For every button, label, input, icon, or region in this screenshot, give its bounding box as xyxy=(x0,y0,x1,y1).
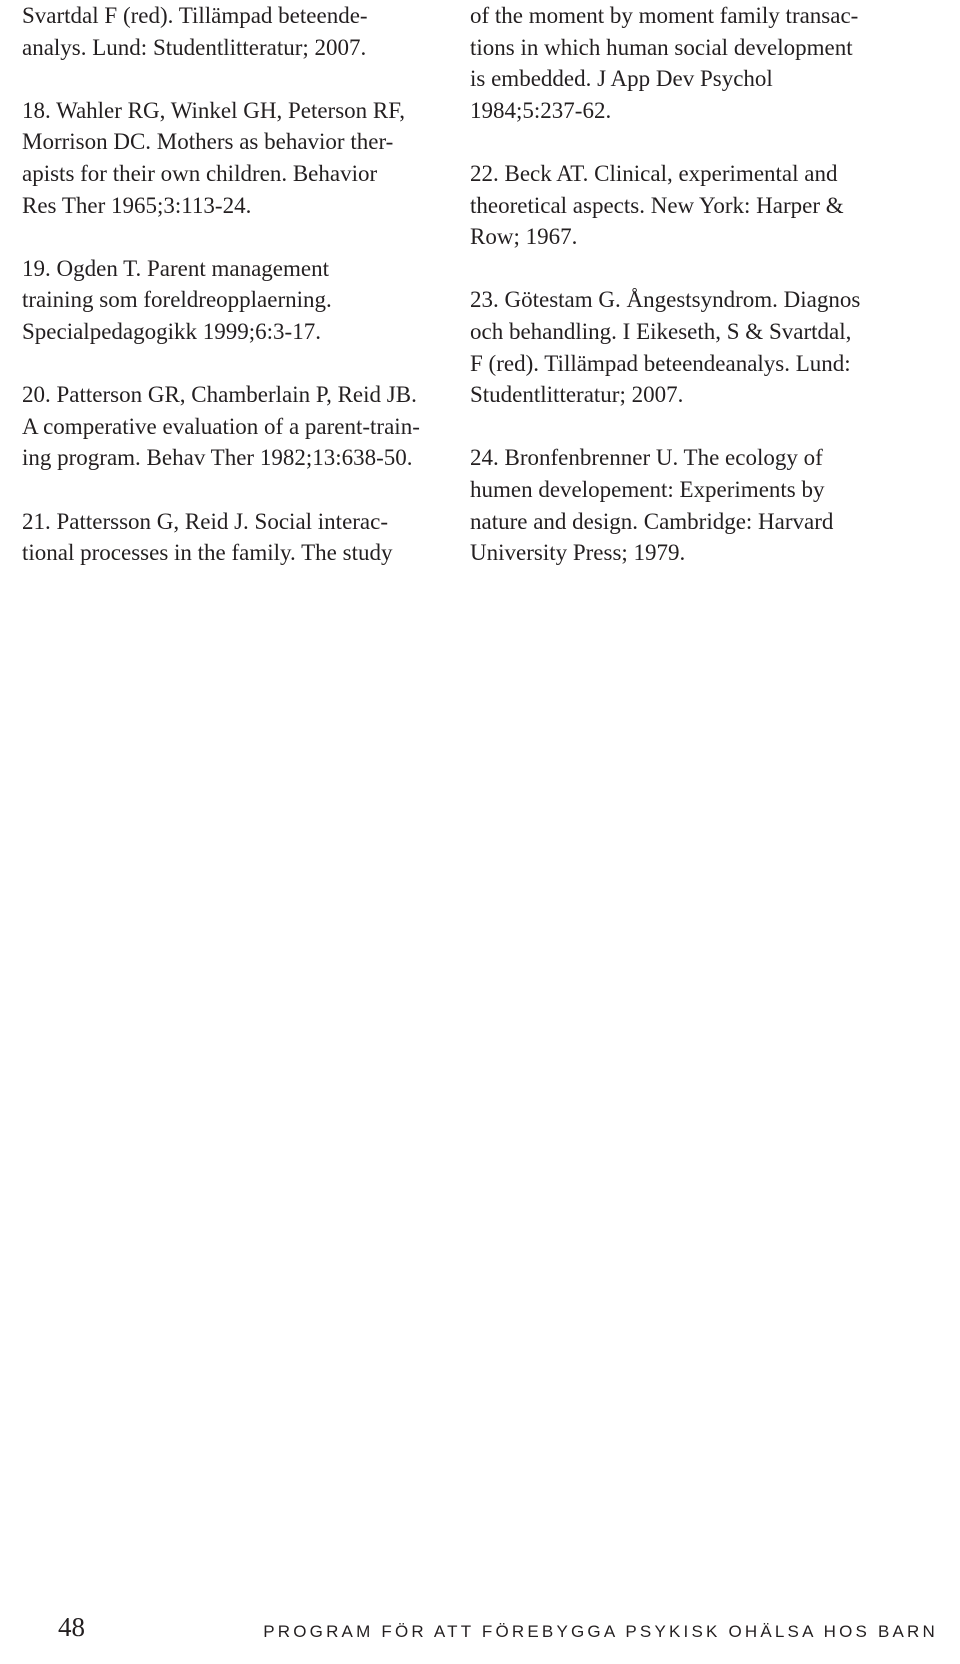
reference-line: theoretical aspects. New York: Harper & xyxy=(470,192,844,218)
reference-line: Specialpedagogikk 1999;6:3-17. xyxy=(22,318,321,344)
reference-line: 19. Ogden T. Parent management xyxy=(22,255,330,281)
reference-line: och behandling. I Eikeseth, S & Svartdal, xyxy=(470,318,852,344)
reference-entry xyxy=(22,95,442,221)
reference-line: 21. Pattersson G, Reid J. Social interac- xyxy=(22,508,389,534)
reference-line: tional processes in the family. The study xyxy=(22,540,393,566)
reference-line: A comperative evaluation of a parent-train- xyxy=(22,413,420,439)
reference-line: 23. Götestam G. Ångestsyndrom. Diagnos xyxy=(470,287,861,313)
reference-line: analys. Lund: Studentlitteratur; 2007. xyxy=(22,34,367,60)
reference-line: Row; 1967. xyxy=(470,224,578,250)
reference-line: training som foreldreopplaerning. xyxy=(22,287,332,313)
reference-entry xyxy=(470,158,920,253)
left-column xyxy=(22,0,442,600)
reference-line: 20. Patterson GR, Chamberlain P, Reid JB. xyxy=(22,382,417,408)
reference-line: ing program. Behav Ther 1982;13:638-50. xyxy=(22,445,413,471)
reference-line: is embedded. J App Dev Psychol xyxy=(470,66,773,92)
reference-entry xyxy=(22,0,442,63)
right-column xyxy=(470,0,920,600)
page-number: 48 xyxy=(58,1612,85,1642)
reference-line: 18. Wahler RG, Winkel GH, Peterson RF, xyxy=(22,97,405,123)
reference-line: 24. Bronfenbrenner U. The ecology of xyxy=(470,445,823,471)
reference-line: F (red). Tillämpad beteendeanalys. Lund: xyxy=(470,350,851,376)
reference-line: tions in which human social development xyxy=(470,34,853,60)
page-footer xyxy=(0,1612,960,1652)
reference-entry xyxy=(22,253,442,348)
reference-line: nature and design. Cambridge: Harvard xyxy=(470,508,834,534)
reference-line: Morrison DC. Mothers as behavior ther- xyxy=(22,129,394,155)
reference-entry xyxy=(470,442,920,568)
reference-line: Studentlitteratur; 2007. xyxy=(470,382,684,408)
reference-entry xyxy=(470,0,920,126)
reference-line: apists for their own children. Behavior xyxy=(22,160,378,186)
running-title: PROGRAM FÖR ATT FÖREBYGGA PSYKISK OHÄLSA HOS BARN xyxy=(263,1622,938,1641)
reference-entry xyxy=(22,506,442,569)
reference-line: 1984;5:237-62. xyxy=(470,97,612,123)
reference-line: 22. Beck AT. Clinical, experimental and xyxy=(470,160,838,186)
reference-line: Svartdal F (red). Tillämpad beteende- xyxy=(22,3,368,28)
reference-line: of the moment by moment family transac- xyxy=(470,3,859,28)
reference-line: humen developement: Experiments by xyxy=(470,476,825,502)
reference-entry xyxy=(22,379,442,474)
reference-entry xyxy=(470,284,920,410)
reference-line: University Press; 1979. xyxy=(470,540,686,566)
reference-line: Res Ther 1965;3:113-24. xyxy=(22,192,252,218)
